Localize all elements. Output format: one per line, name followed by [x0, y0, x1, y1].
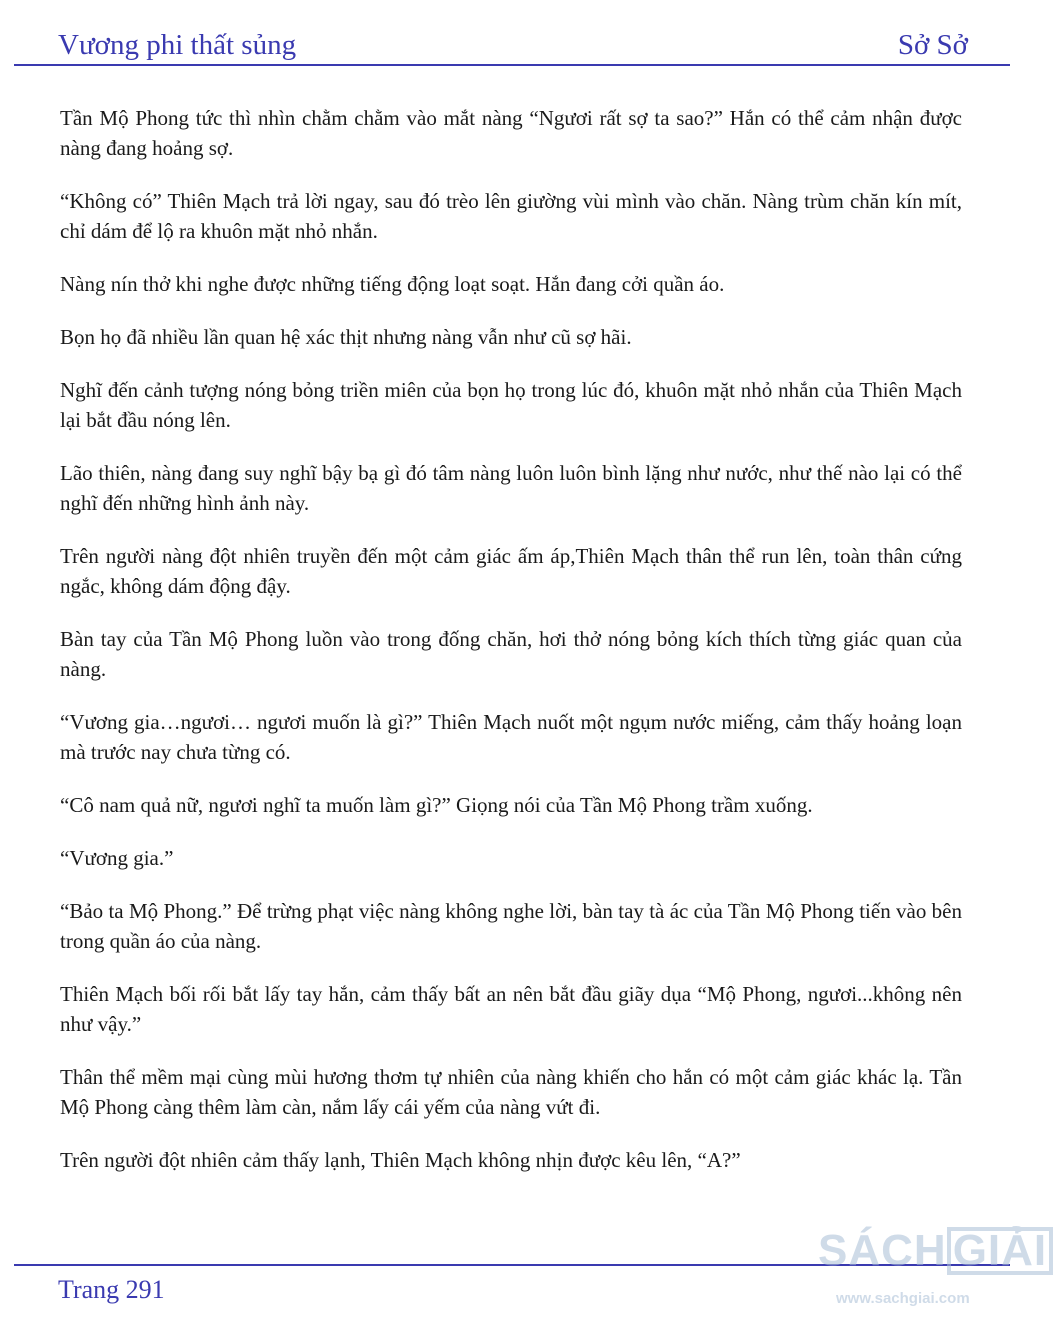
- paragraph: Nàng nín thở khi nghe được những tiếng động loạt soạt. Hắn đang cởi quần áo.: [60, 272, 725, 296]
- paragraph: Trên người đột nhiên cảm thấy lạnh, Thiên Mạch không nhịn được kêu lên, “A?”: [60, 1148, 741, 1172]
- paragraph: “Cô nam quả nữ, ngươi nghĩ ta muốn làm gì?” Giọng nói của Tần Mộ Phong trầm xuống.: [60, 793, 813, 817]
- watermark-word-left: SÁCH: [818, 1226, 947, 1275]
- header-divider: [14, 64, 1010, 66]
- paragraph: “Vương gia…ngươi… ngươi muốn là gì?” Thiên Mạch nuốt một ngụm nước miếng, cảm thấy hoảng loạn mà trước nay chưa từng có.: [60, 710, 962, 764]
- paragraph: “Bảo ta Mộ Phong.” Để trừng phạt việc nàng không nghe lời, bàn tay tà ác của Tần Mộ Phong tiến vào bên trong quần áo của nàng.: [60, 899, 962, 953]
- paragraph: Tần Mộ Phong tức thì nhìn chằm chằm vào mắt nàng “Ngươi rất sợ ta sao?” Hắn có thể cảm nhận được nàng đang hoảng sợ.: [60, 106, 962, 160]
- paragraph: “Không có” Thiên Mạch trả lời ngay, sau đó trèo lên giường vùi mình vào chăn. Nàng trùm chăn kín mít, chỉ dám để lộ ra khuôn mặt nhỏ nhắn.: [60, 189, 962, 243]
- page-header: [58, 22, 968, 62]
- watermark-word-boxed: GIẢI: [947, 1227, 1053, 1275]
- paragraph: Lão thiên, nàng đang suy nghĩ bậy bạ gì đó tâm nàng luôn luôn bình lặng như nước, như thế nào lại có thể nghĩ đến những hình ảnh này.: [60, 461, 962, 515]
- page-body: [60, 103, 962, 1198]
- paragraph: Bàn tay của Tần Mộ Phong luồn vào trong đống chăn, hơi thở nóng bỏng kích thích từng giác quan của nàng.: [60, 627, 962, 681]
- watermark-logo: [818, 1222, 1048, 1318]
- paragraph: Nghĩ đến cảnh tượng nóng bỏng triền miên của bọn họ trong lúc đó, khuôn mặt nhỏ nhắn của Thiên Mạch lại bắt đầu nóng lên.: [60, 378, 962, 432]
- paragraph: Trên người nàng đột nhiên truyền đến một cảm giác ấm áp,Thiên Mạch thân thể run lên, toàn thân cứng ngắc, không dám động đậy.: [60, 544, 962, 598]
- paragraph: Thiên Mạch bối rối bắt lấy tay hắn, cảm thấy bất an nên bắt đầu giãy dụa “Mộ Phong, ngươi...không nên như vậy.”: [60, 982, 962, 1036]
- watermark-url: www.sachgiai.com: [836, 1290, 970, 1307]
- page-number: Trang 291: [58, 1275, 165, 1304]
- paragraph: Thân thể mềm mại cùng mùi hương thơm tự nhiên của nàng khiến cho hắn có một cảm giác khác lạ. Tần Mộ Phong càng thêm làm càn, nắm lấy cái yếm của nàng vứt đi.: [60, 1065, 962, 1119]
- author-name: Sở Sở: [897, 29, 968, 61]
- book-title: Vương phi thất sủng: [58, 29, 297, 61]
- paragraph: Bọn họ đã nhiều lần quan hệ xác thịt nhưng nàng vẫn như cũ sợ hãi.: [60, 325, 632, 349]
- paragraph: “Vương gia.”: [60, 846, 174, 870]
- watermark-wordmark: [818, 1226, 1053, 1276]
